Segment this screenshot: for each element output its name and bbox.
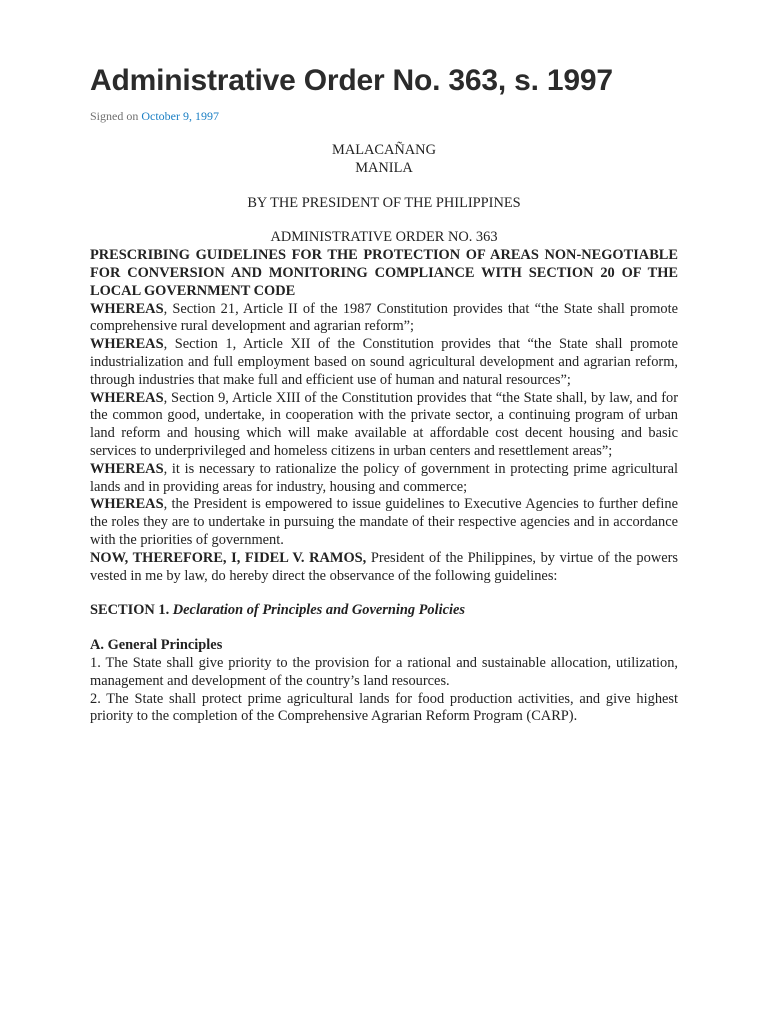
office-header [90,142,678,178]
signed-prefix: Signed on [90,109,142,123]
whereas-text: , Section 21, Article II of the 1987 Constitution provides that “the State shall promote comprehensive rural development and agrarian reform”; [90,300,678,335]
by-president-line: BY THE PRESIDENT OF THE PHILIPPINES [247,194,521,211]
whereas-text: , Section 1, Article XII of the Constitution provides that “the State shall promote industrialization and full employment based on sound agricultural development and agrarian reform, through industries that make full and efficient use of human and natural resources”; [90,336,678,388]
principle-item: 1. The State shall give priority to the provision for a rational and sustainable allocation, utilization, management and development of the country’s land resources. [90,654,678,689]
whereas-lead: WHEREAS [90,300,164,317]
section-heading [90,602,678,620]
principle-item: 2. The State shall protect prime agricultural lands for food production activities, and give highest priority to the completion of the Comprehensive Agrarian Reform Program (CARP). [90,690,678,725]
whereas-paragraph [90,496,678,549]
office-line-manila: MANILA [355,159,413,176]
signed-date-line [90,108,678,124]
order-heading: PRESCRIBING GUIDELINES FOR THE PROTECTION OF AREAS NON-NEGOTIABLE FOR CONVERSION AND MONITORING COMPLIANCE WITH SECTION 20 OF THE LOCAL GOVERNMENT CODE [90,247,678,299]
document-body [90,58,678,726]
whereas-lead: WHEREAS [90,496,164,513]
whereas-text: , it is necessary to rationalize the policy of government in protecting prime agricultural lands and in providing areas for industry, housing and commerce; [90,460,678,495]
signed-date-link[interactable]: October 9, 1997 [141,109,219,123]
whereas-text: , Section 9, Article XIII of the Constitution provides that “the State shall, by law, and for the common good, undertake, in cooperation with the private sector, a continuing program of urban land reform and housing which will make available at affordable cost decent housing and basic services to underprivileged and homeless citizens in urban centers and resettlement areas”; [90,389,678,459]
whereas-paragraph [90,301,678,337]
therefore-lead: NOW, THEREFORE, I, FIDEL V. RAMOS, [90,549,367,566]
whereas-paragraph [90,390,678,461]
section-title: Declaration of Principles and Governing Policies [172,602,465,619]
subsection-heading: A. General Principles [90,637,223,654]
whereas-lead: WHEREAS [90,389,164,406]
order-number: ADMINISTRATIVE ORDER NO. 363 [270,229,498,246]
therefore-paragraph [90,550,678,586]
whereas-paragraph [90,461,678,497]
whereas-lead: WHEREAS [90,460,164,477]
section-label: SECTION 1. [90,602,173,619]
therefore-text: President of the Philippines, by virtue of the powers vested in me by law, do hereby direct the observance of the following guidelines: [90,549,678,584]
whereas-lead: WHEREAS [90,336,164,353]
page-title: Administrative Order No. 363, s. 1997 [90,64,613,97]
office-line-malacanang: MALACAÑANG [332,142,436,158]
whereas-text: , the President is empowered to issue guidelines to Executive Agencies to further define the roles they are to undertake in pursuing the mandate of their respective agencies and in accordance with the priorities of government. [90,496,678,548]
whereas-paragraph [90,336,678,389]
